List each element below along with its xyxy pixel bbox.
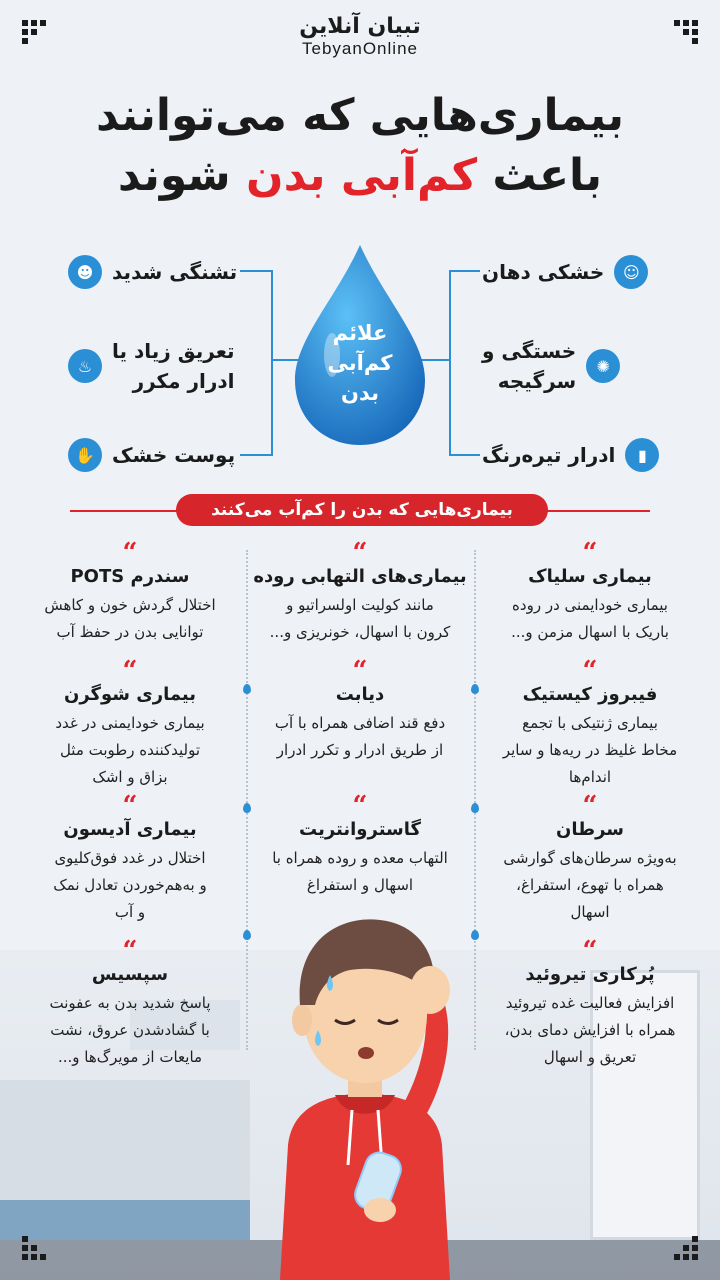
mouth-icon: ☺ bbox=[614, 255, 648, 289]
brand-logo bbox=[0, 14, 720, 59]
quote-icon: “ bbox=[352, 538, 368, 568]
section-banner: بیماری‌هایی که بدن را کم‌آب می‌کنند bbox=[176, 494, 548, 526]
quote-icon: “ bbox=[122, 936, 138, 966]
disease-desc-line: پاسخ شدید بدن به عفونت bbox=[49, 994, 211, 1012]
background-chair bbox=[0, 1200, 250, 1240]
disease-desc-line: بیماری خودایمنی در غدد bbox=[55, 714, 205, 732]
disease-desc-line: مخاط غلیظ در ریه‌ها و سایر bbox=[502, 741, 678, 759]
title-word-a: باعث bbox=[492, 150, 603, 201]
banner-rule-right bbox=[545, 510, 650, 512]
disease-title: بیماری سلیاک bbox=[528, 566, 652, 587]
disease-cancer bbox=[480, 791, 700, 926]
disease-desc-line: بزاق و اشک bbox=[92, 768, 168, 786]
dehydrated-person-illustration bbox=[240, 895, 490, 1280]
disease-desc-line: اندام‌ها bbox=[568, 768, 612, 786]
quote-icon: “ bbox=[122, 656, 138, 686]
corner-ornament-icon bbox=[22, 1236, 46, 1260]
disease-title: گاستروانتریت bbox=[299, 819, 421, 840]
disease-desc-line: توانایی بدن در حفظ آب bbox=[56, 623, 204, 641]
disease-celiac bbox=[480, 538, 700, 646]
drop-label-line-3: بدن bbox=[341, 381, 379, 405]
disease-title: پُرکاری تیروئید bbox=[525, 964, 655, 985]
symptom-label-line-2: سرگیجه bbox=[497, 369, 577, 393]
disease-desc-line: کرون با اسهال، خونریزی و... bbox=[269, 623, 451, 641]
disease-desc-line: مایعات از مویرگ‌ها و... bbox=[57, 1048, 203, 1066]
disease-desc-line: به‌ویژه سرطان‌های گوارشی bbox=[503, 849, 677, 867]
symptom-sweating-urination bbox=[68, 336, 235, 396]
quote-icon: “ bbox=[352, 656, 368, 686]
disease-sjogren bbox=[20, 656, 240, 791]
quote-icon: “ bbox=[582, 791, 598, 821]
disease-desc-line: تعریق و اسهال bbox=[543, 1048, 637, 1066]
disease-sepsis bbox=[20, 936, 240, 1071]
symptom-extreme-thirst bbox=[68, 255, 237, 289]
background-desk bbox=[0, 1080, 250, 1200]
symptom-dry-skin bbox=[68, 438, 235, 472]
quote-icon: “ bbox=[122, 791, 138, 821]
symptom-label-line-1: تعریق زیاد یا bbox=[112, 339, 235, 363]
page-title bbox=[0, 86, 720, 206]
brand-name-en: TebyanOnline bbox=[302, 39, 418, 58]
disease-title: بیماری شوگرن bbox=[63, 684, 197, 705]
disease-desc-line: و به‌هم‌خوردن تعادل نمک bbox=[53, 876, 207, 894]
drop-label-line-2: کم‌آبی bbox=[327, 351, 393, 375]
skin-icon: ✋ bbox=[68, 438, 102, 472]
symptom-label bbox=[482, 336, 576, 396]
quote-icon: “ bbox=[352, 791, 368, 821]
disease-desc-line: بیماری ژنتیکی با تجمع bbox=[522, 714, 658, 732]
banner-rule-left bbox=[70, 510, 180, 512]
quote-icon: “ bbox=[582, 936, 598, 966]
disease-desc-line: اسهال و استفراغ bbox=[306, 876, 414, 894]
disease-ibd bbox=[250, 538, 470, 646]
symptom-label bbox=[112, 336, 235, 396]
title-line-2 bbox=[0, 146, 720, 206]
urine-icon: ▮ bbox=[625, 438, 659, 472]
disease-desc-line: دفع قند اضافی همراه با آب bbox=[274, 714, 446, 732]
disease-desc-line: التهاب معده و روده همراه با bbox=[272, 849, 448, 867]
brand-name-fa: تبیان آنلاین bbox=[299, 14, 421, 39]
disease-cystic-fibrosis bbox=[480, 656, 700, 791]
disease-desc-line: همراه با تهوع، استفراغ، bbox=[516, 876, 664, 894]
disease-title: بیماری‌های التهابی روده bbox=[253, 566, 467, 587]
disease-desc-line: مانند کولیت اولسراتیو و bbox=[286, 596, 434, 614]
drop-label bbox=[290, 318, 430, 408]
disease-desc-line: اسهال bbox=[570, 903, 610, 921]
disease-title: سندرم POTS bbox=[70, 566, 190, 587]
symptom-label: ادرار تیره‌رنگ bbox=[482, 443, 616, 467]
sweat-icon: ♨ bbox=[68, 349, 102, 383]
symptom-label-line-1: خستگی و bbox=[482, 339, 577, 363]
symptom-dark-urine bbox=[482, 438, 659, 472]
disease-title: دیابت bbox=[335, 684, 385, 705]
quote-icon: “ bbox=[582, 538, 598, 568]
drop-bullet-icon bbox=[471, 684, 479, 694]
disease-desc-line: باریک با اسهال مزمن و... bbox=[511, 623, 669, 641]
symptom-label: خشکی دهان bbox=[482, 260, 605, 284]
symptom-label: تشنگی شدید bbox=[112, 260, 238, 284]
disease-desc-line: اختلال گردش خون و کاهش bbox=[44, 596, 216, 614]
disease-desc-line: از طریق ادرار و تکرر ادرار bbox=[276, 741, 444, 759]
corner-ornament-icon bbox=[674, 1236, 698, 1260]
disease-desc-line: و آب bbox=[114, 903, 146, 921]
symptom-label: پوست خشک bbox=[112, 443, 236, 467]
symptom-dry-mouth bbox=[482, 255, 648, 289]
dizzy-icon: ✺ bbox=[586, 349, 620, 383]
drop-label-line-1: علائم bbox=[332, 321, 388, 345]
drop-bullet-icon bbox=[471, 803, 479, 813]
disease-title: بیماری آدیسون bbox=[63, 819, 197, 840]
head-icon: ☻ bbox=[68, 255, 102, 289]
disease-diabetes bbox=[250, 656, 470, 764]
title-line-1: بیماری‌هایی که می‌توانند bbox=[96, 90, 624, 141]
disease-desc-line: بیماری خودایمنی در روده bbox=[512, 596, 668, 614]
disease-title: سرطان bbox=[556, 819, 624, 840]
title-highlight: کم‌آبی بدن bbox=[246, 150, 478, 201]
disease-title: فیبروز کیستیک bbox=[522, 684, 658, 705]
disease-hyperthyroidism bbox=[480, 936, 700, 1071]
disease-desc-line: همراه با افزایش دمای بدن، bbox=[504, 1021, 676, 1039]
disease-pots bbox=[20, 538, 240, 646]
quote-icon: “ bbox=[582, 656, 598, 686]
quote-icon: “ bbox=[122, 538, 138, 568]
title-word-b: شوند bbox=[117, 150, 231, 201]
disease-desc-line: اختلال در غدد فوق‌کلیوی bbox=[54, 849, 206, 867]
symptom-fatigue-dizziness bbox=[482, 336, 620, 396]
disease-desc-line: تولیدکننده رطوبت مثل bbox=[59, 741, 201, 759]
water-drop bbox=[290, 240, 430, 450]
symptom-label-line-2: ادرار مکرر bbox=[132, 369, 235, 393]
disease-desc-line: با گشادشدن عروق، نشت bbox=[50, 1021, 210, 1039]
disease-desc-line: افزایش فعالیت غده تیروئید bbox=[505, 994, 675, 1012]
disease-addison bbox=[20, 791, 240, 926]
disease-title: سپسیس bbox=[91, 964, 169, 985]
disease-gastroenteritis bbox=[250, 791, 470, 899]
